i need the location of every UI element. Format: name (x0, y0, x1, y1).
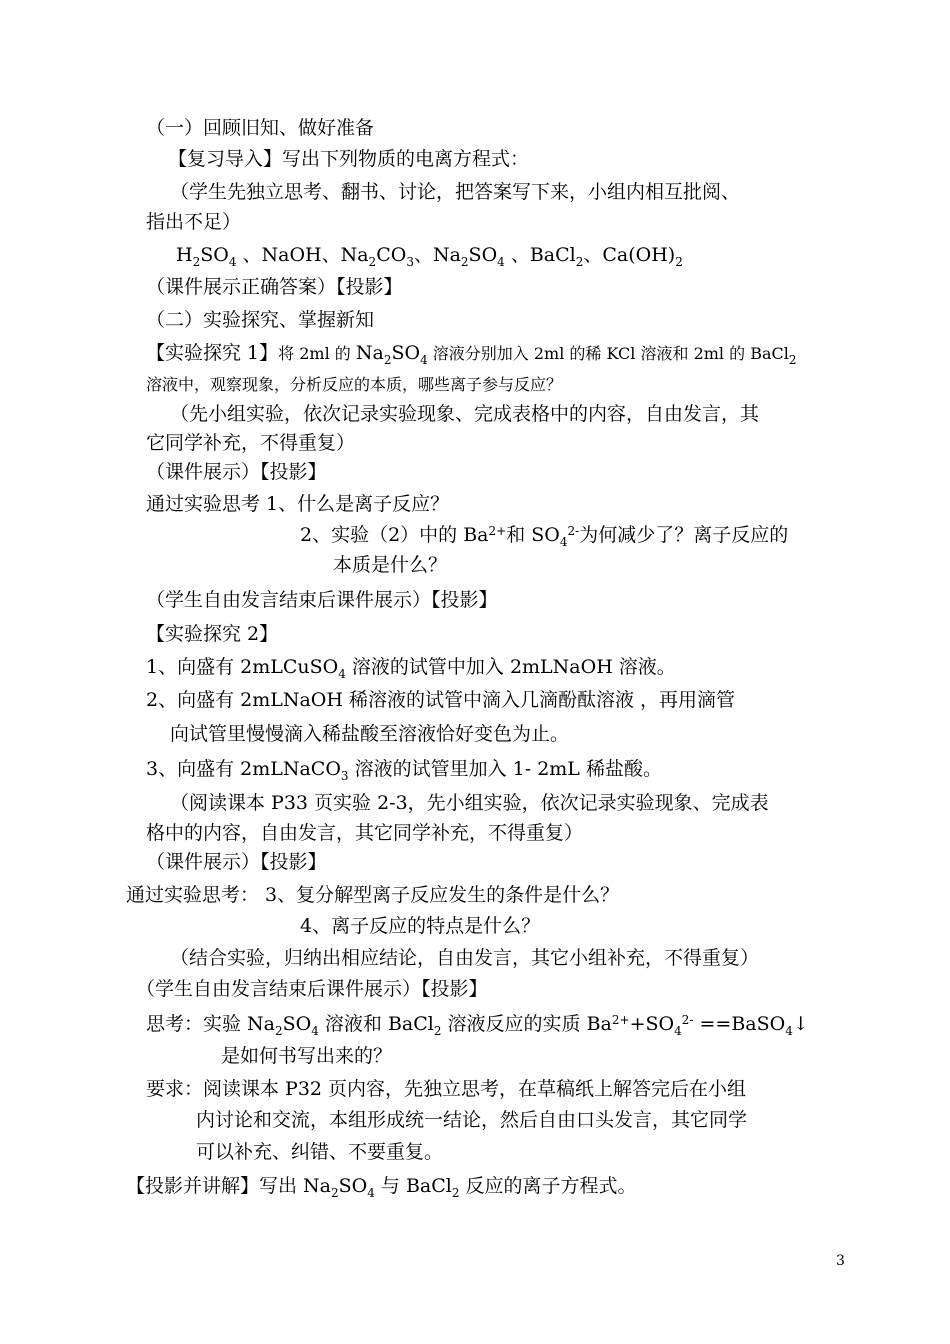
instruction-line: （阅读课本 P33 页实验 2-3，先小组实验，依次记录实验现象、完成表 (170, 792, 769, 814)
section-heading-review: （一）回顾旧知、做好准备 (146, 117, 375, 139)
subscript: 4 (674, 1024, 682, 1038)
text-run: 溶液的试管中加入 2mLNaOH 溶液。 (345, 656, 676, 678)
text-run: Na (355, 342, 384, 364)
subscript: 2 (383, 353, 392, 367)
instruction-line: 格中的内容，自由发言，其它同学补充，不得重复） (146, 822, 584, 844)
courseware-note: （课件展示）【投影】 (146, 851, 327, 873)
courseware-note: （学生自由发言结束后课件展示）【投影】 (146, 589, 498, 611)
text-run: 溶液分别加入 2ml 的稀 KCl 溶液和 2ml 的 BaCl (427, 344, 789, 363)
instruction-line: （学生先独立思考、翻书、讨论，把答案写下来，小组内相互批阅、 (170, 181, 741, 203)
text-run: 溶液和 BaCl (318, 1013, 434, 1035)
text-run: 3、向盛有 2mLNaCO (146, 758, 341, 780)
question-line: 4、离子反应的特点是什么？ (300, 915, 541, 937)
courseware-note: （学生自由发言结束后课件展示）【投影】 (136, 978, 488, 1000)
text-run: 反应的离子方程式。 (459, 1175, 637, 1197)
text-run: 1、向盛有 2mLCuSO (146, 656, 339, 678)
text-run: SO (282, 1013, 312, 1035)
text-run: 和 SO (506, 524, 560, 546)
procedure-step (146, 655, 676, 679)
subscript: 4 (311, 1024, 319, 1038)
formula-list-line (176, 243, 683, 267)
procedure-step: 向试管里慢慢滴入稀盐酸至溶液恰好变色为止。 (170, 723, 570, 745)
text-run: SO (391, 342, 421, 364)
text-run: 将 2ml 的 (278, 344, 356, 363)
subscript: 2 (788, 353, 797, 367)
subscript: 3 (406, 255, 414, 269)
text-run: 【实验探究 1】 (146, 342, 279, 364)
section-heading-experiment: （二）实验探究、掌握新知 (146, 309, 375, 331)
text-run: 溶液反应的实质 Ba (441, 1013, 612, 1035)
subscript: 2 (433, 1024, 442, 1038)
subscript: 2 (368, 255, 377, 269)
text-run: 2、实验（2）中的 Ba (300, 524, 489, 546)
instruction-line: 指出不足） (146, 211, 242, 233)
text-run: 为何减少了？离子反应的 (579, 524, 789, 546)
text-run: 【投影并讲解】写出 Na (126, 1175, 331, 1197)
subscript: 2 (460, 255, 469, 269)
courseware-note: （课件展示）【投影】 (146, 461, 327, 483)
thinking-line: 是如何书写出来的？ (221, 1045, 393, 1067)
question-line: 通过实验思考 1、什么是离子反应？ (146, 493, 450, 515)
subscript: 3 (340, 769, 349, 783)
requirement-line: 内讨论和交流，本组形成统一结论，然后自由口头发言，其它同学 (196, 1109, 748, 1131)
subscript: 2 (331, 1186, 339, 1200)
text-run: SO (468, 244, 498, 266)
review-intro-line: 【复习导入】写出下列物质的电离方程式： (168, 148, 530, 170)
question-line: 本质是什么？ (333, 554, 448, 576)
page-number: 3 (836, 1253, 845, 1269)
text-run: CO (376, 244, 407, 266)
text-run: 、Ca(OH) (583, 244, 676, 266)
instruction-line: （先小组实验，依次记录实验现象、完成表格中的内容，自由发言，其 (170, 403, 760, 425)
text-run: 、NaOH、Na (236, 244, 369, 266)
subscript: 4 (497, 255, 505, 269)
text-run: ↓ (792, 1013, 809, 1035)
superscript: 2- (681, 1013, 694, 1027)
superscript: 2- (567, 524, 580, 538)
thinking-line (146, 1012, 809, 1036)
subscript: 2 (675, 255, 683, 269)
subscript: 4 (559, 535, 568, 549)
text-run: +SO (629, 1013, 675, 1035)
text-run: 、BaCl (504, 244, 576, 266)
courseware-note: （课件展示正确答案）【投影】 (146, 276, 403, 298)
procedure-step (146, 757, 662, 781)
experiment-1-line: 溶液中，观察现象，分析反应的本质，哪些离子参与反应？ (146, 375, 563, 394)
requirement-line: 要求：阅读课本 P32 页内容，先独立思考，在草稿纸上解答完后在小组 (146, 1078, 747, 1100)
requirement-line: 可以补充、纠错、不要重复。 (196, 1141, 444, 1163)
procedure-step: 2、向盛有 2mLNaOH 稀溶液的试管中滴入几滴酚酞溶液 ，再用滴管 (146, 689, 736, 711)
text-run: 、Na (413, 244, 461, 266)
subscript: 2 (192, 255, 201, 269)
text-run: 溶液的试管里加入 1- 2mL 稀盐酸。 (348, 758, 662, 780)
experiment-1-line (146, 341, 797, 366)
subscript: 4 (420, 353, 428, 367)
instruction-line: （结合实验，归纳出相应结论，自由发言，其它小组补充，不得重复） (170, 947, 760, 969)
question-line: 通过实验思考： 3、复分解型离子反应发生的条件是什么？ (126, 884, 620, 906)
text-run: SO (200, 244, 229, 266)
superscript: 2+ (611, 1013, 630, 1027)
subscript: 4 (367, 1186, 375, 1200)
subscript: 2 (451, 1186, 460, 1200)
text-run: 思考：实验 Na (146, 1013, 275, 1035)
text-run: 与 BaCl (374, 1175, 452, 1197)
subscript: 2 (275, 1024, 283, 1038)
text-run: SO (338, 1175, 368, 1197)
text-run: ==BaSO (693, 1013, 786, 1035)
text-run: H (176, 244, 193, 266)
subscript: 4 (338, 667, 346, 681)
experiment-2-heading: 【实验探究 2】 (146, 623, 279, 645)
subscript: 4 (228, 255, 237, 269)
superscript: 2+ (488, 524, 507, 538)
question-line (300, 523, 788, 547)
subscript: 2 (575, 255, 584, 269)
instruction-line: 它同学补充，不得重复） (146, 432, 356, 454)
subscript: 4 (785, 1024, 793, 1038)
projection-line (126, 1174, 637, 1198)
